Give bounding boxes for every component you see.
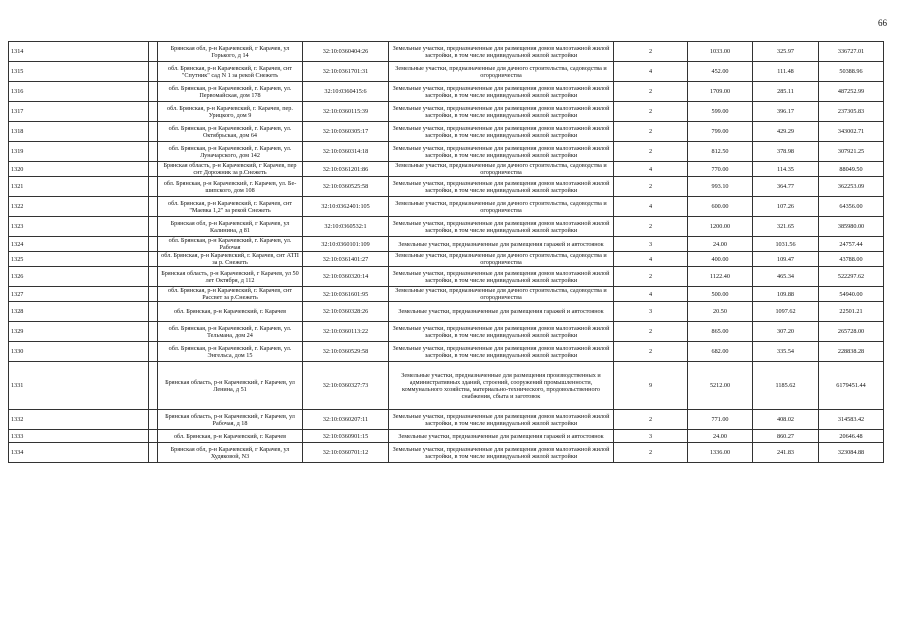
group-cell: 9 (614, 362, 688, 410)
group-cell: 2 (614, 267, 688, 287)
land-use-cell: Земельные участки, предназначенные для размещения домов малоэтажной жилой застройки, в том числе индивидуальной жилой застройки (389, 410, 614, 430)
table-row (9, 217, 884, 237)
spacer-cell (149, 430, 158, 443)
table-row (9, 42, 884, 62)
table-row (9, 162, 884, 177)
group-cell: 2 (614, 322, 688, 342)
record-number: 1323 (9, 217, 149, 237)
spacer-cell (149, 162, 158, 177)
land-use-cell: Земельные участки, предназначенные для размещения домов малоэтажной жилой застройки, в том числе индивидуальной жилой застройки (389, 443, 614, 463)
spacer-cell (149, 217, 158, 237)
record-number: 1326 (9, 267, 149, 287)
record-number: 1328 (9, 302, 149, 322)
cadastral-number-cell: 32:10:0360529:58 (303, 342, 389, 362)
cadastral-value-cell: 50388.96 (819, 62, 884, 82)
cadastral-number-cell: 32:10:0360305:17 (303, 122, 389, 142)
land-use-cell: Земельные участки, предназначенные для размещения домов малоэтажной жилой застройки, в том числе индивидуальной жилой застройки (389, 102, 614, 122)
table-row (9, 302, 884, 322)
table-row (9, 362, 884, 410)
address-cell: Брянская обл, р-н Карачевский, г Карачев, ул Горького, д 14 (158, 42, 303, 62)
cadastral-value-cell: 343002.71 (819, 122, 884, 142)
address-cell: обл. Брянская, р-н Карачевский, г. Карачев, ул. Тельмана, дом 24 (158, 322, 303, 342)
specific-value-cell: 1097.62 (753, 302, 819, 322)
record-number: 1334 (9, 443, 149, 463)
spacer-cell (149, 267, 158, 287)
area-cell: 452.00 (688, 62, 753, 82)
cadastral-number-cell: 32:10:0360113:22 (303, 322, 389, 342)
record-number: 1333 (9, 430, 149, 443)
spacer-cell (149, 122, 158, 142)
specific-value-cell: 378.98 (753, 142, 819, 162)
cadastral-number-cell: 32:10:0360701:12 (303, 443, 389, 463)
address-cell: обл. Брянская, р-н Карачевский, г. Карачев, ул. Рабочая (158, 237, 303, 252)
group-cell: 2 (614, 177, 688, 197)
address-cell: обл. Брянская, р-н Карачевский, г. Карачев (158, 302, 303, 322)
land-use-cell: Земельные участки, предназначенные для размещения гаражей и автостоянок (389, 302, 614, 322)
spacer-cell (149, 252, 158, 267)
record-number: 1319 (9, 142, 149, 162)
address-cell: обл. Брянская, р-н Карачевский, г. Карачев, снт АТП за р. Снежеть (158, 252, 303, 267)
cadastral-number-cell: 32:10:0361701:31 (303, 62, 389, 82)
land-use-cell: Земельные участки, предназначенные для размещения гаражей и автостоянок (389, 237, 614, 252)
area-cell: 1709.00 (688, 82, 753, 102)
spacer-cell (149, 197, 158, 217)
area-cell: 682.00 (688, 342, 753, 362)
cadastral-value-cell: 522297.62 (819, 267, 884, 287)
group-cell: 2 (614, 443, 688, 463)
specific-value-cell: 465.34 (753, 267, 819, 287)
record-number: 1327 (9, 287, 149, 302)
cadastral-value-cell: 228838.28 (819, 342, 884, 362)
area-cell: 600.00 (688, 197, 753, 217)
group-cell: 4 (614, 252, 688, 267)
table-row (9, 197, 884, 217)
address-cell: обл. Брянская, р-н Карачевский, г. Карачев, пер. Урицкого, дом 9 (158, 102, 303, 122)
area-cell: 865.00 (688, 322, 753, 342)
group-cell: 2 (614, 142, 688, 162)
record-number: 1325 (9, 252, 149, 267)
area-cell: 500.00 (688, 287, 753, 302)
land-use-cell: Земельные участки, предназначенные для размещения производственных и административных зданий, строений, сооружений промышленности, коммунального хозяйства, материально-технического, продовольственного снабжения, сбыта и заготовок (389, 362, 614, 410)
group-cell: 3 (614, 430, 688, 443)
spacer-cell (149, 82, 158, 102)
address-cell: Брянская область, р-н Карачевский, г Карачев, ул Рабочая, д 18 (158, 410, 303, 430)
table-row (9, 237, 884, 252)
group-cell: 4 (614, 287, 688, 302)
group-cell: 2 (614, 102, 688, 122)
area-cell: 770.00 (688, 162, 753, 177)
group-cell: 2 (614, 122, 688, 142)
specific-value-cell: 860.27 (753, 430, 819, 443)
address-cell: обл. Брянская, р-н Карачевский, г. Карачев, ул. Энгельса, дом 15 (158, 342, 303, 362)
cadastral-value-cell: 362253.09 (819, 177, 884, 197)
area-cell: 1033.00 (688, 42, 753, 62)
specific-value-cell: 325.97 (753, 42, 819, 62)
group-cell: 3 (614, 302, 688, 322)
specific-value-cell: 408.02 (753, 410, 819, 430)
specific-value-cell: 335.54 (753, 342, 819, 362)
cadastral-value-cell: 487252.99 (819, 82, 884, 102)
table-row (9, 62, 884, 82)
record-number: 1318 (9, 122, 149, 142)
cadastral-value-cell: 265728.00 (819, 322, 884, 342)
specific-value-cell: 109.47 (753, 252, 819, 267)
land-use-cell: Земельные участки, предназначенные для дачного строительства, садоводства и огородничества (389, 287, 614, 302)
cadastral-value-cell: 20646.48 (819, 430, 884, 443)
cadastral-number-cell: 32:10:0361201:86 (303, 162, 389, 177)
spacer-cell (149, 62, 158, 82)
table-row (9, 430, 884, 443)
group-cell: 2 (614, 82, 688, 102)
record-number: 1329 (9, 322, 149, 342)
record-number: 1315 (9, 62, 149, 82)
cadastral-number-cell: 32:10:0360327:73 (303, 362, 389, 410)
table-row (9, 322, 884, 342)
cadastral-value-cell: 64356.00 (819, 197, 884, 217)
specific-value-cell: 109.88 (753, 287, 819, 302)
spacer-cell (149, 237, 158, 252)
cadastral-number-cell: 32:10:0361601:95 (303, 287, 389, 302)
record-number: 1322 (9, 197, 149, 217)
land-use-cell: Земельные участки, предназначенные для размещения домов малоэтажной жилой застройки, в том числе индивидуальной жилой застройки (389, 342, 614, 362)
area-cell: 1336.00 (688, 443, 753, 463)
spacer-cell (149, 287, 158, 302)
record-number: 1320 (9, 162, 149, 177)
record-number: 1324 (9, 237, 149, 252)
table-row (9, 82, 884, 102)
cadastral-value-cell: 22501.21 (819, 302, 884, 322)
area-cell: 1200.00 (688, 217, 753, 237)
land-use-cell: Земельные участки, предназначенные для дачного строительства, садоводства и огородничества (389, 197, 614, 217)
specific-value-cell: 241.83 (753, 443, 819, 463)
land-use-cell: Земельные участки, предназначенные для размещения домов малоэтажной жилой застройки, в том числе индивидуальной жилой застройки (389, 322, 614, 342)
record-number: 1332 (9, 410, 149, 430)
address-cell: обл. Брянская, р-н Карачевский, г. Карачев (158, 430, 303, 443)
table-row (9, 142, 884, 162)
spacer-cell (149, 102, 158, 122)
land-use-cell: Земельные участки, предназначенные для размещения домов малоэтажной жилой застройки, в том числе индивидуальной жилой застройки (389, 42, 614, 62)
land-use-cell: Земельные участки, предназначенные для размещения домов малоэтажной жилой застройки, в том числе индивидуальной жилой застройки (389, 142, 614, 162)
cadastral-number-cell: 32:10:0361401:27 (303, 252, 389, 267)
cadastral-number-cell: 32:10:0360314:18 (303, 142, 389, 162)
record-number: 1316 (9, 82, 149, 102)
cadastral-number-cell: 32:10:0360207:11 (303, 410, 389, 430)
spacer-cell (149, 177, 158, 197)
group-cell: 2 (614, 342, 688, 362)
area-cell: 993.10 (688, 177, 753, 197)
table-row (9, 252, 884, 267)
cadastral-value-cell: 43788.00 (819, 252, 884, 267)
area-cell: 799.00 (688, 122, 753, 142)
address-cell: Брянская область, р-н Карачевский, г Карачев, ул Ленина, д 51 (158, 362, 303, 410)
specific-value-cell: 1185.62 (753, 362, 819, 410)
cadastral-number-cell: 32:10:0360115:39 (303, 102, 389, 122)
table-row (9, 102, 884, 122)
spacer-cell (149, 142, 158, 162)
specific-value-cell: 396.17 (753, 102, 819, 122)
land-use-cell: Земельные участки, предназначенные для дачного строительства, садоводства и огородничества (389, 62, 614, 82)
group-cell: 2 (614, 410, 688, 430)
specific-value-cell: 111.48 (753, 62, 819, 82)
land-use-cell: Земельные участки, предназначенные для размещения гаражей и автостоянок (389, 430, 614, 443)
cadastral-number-cell: 32:10:0360901:15 (303, 430, 389, 443)
cadastral-value-cell: 54940.00 (819, 287, 884, 302)
spacer-cell (149, 443, 158, 463)
record-number: 1317 (9, 102, 149, 122)
address-cell: обл. Брянская, р-н Карачевский, г. Карачев, ул. Октябрьская, дом 64 (158, 122, 303, 142)
group-cell: 4 (614, 62, 688, 82)
table-row (9, 410, 884, 430)
area-cell: 1122.40 (688, 267, 753, 287)
record-number: 1314 (9, 42, 149, 62)
specific-value-cell: 107.26 (753, 197, 819, 217)
land-use-cell: Земельные участки, предназначенные для размещения домов малоэтажной жилой застройки, в том числе индивидуальной жилой застройки (389, 82, 614, 102)
cadastral-number-cell: 32:10:0360320:14 (303, 267, 389, 287)
table-row (9, 177, 884, 197)
area-cell: 20.50 (688, 302, 753, 322)
cadastral-number-cell: 32:10:0360415:6 (303, 82, 389, 102)
specific-value-cell: 307.20 (753, 322, 819, 342)
specific-value-cell: 364.77 (753, 177, 819, 197)
specific-value-cell: 285.11 (753, 82, 819, 102)
cadastral-value-cell: 307921.25 (819, 142, 884, 162)
group-cell: 4 (614, 197, 688, 217)
address-cell: Брянская область, р-н Карачевский, г Карачев, ул 50 лет Октября, д 112 (158, 267, 303, 287)
cadastral-number-cell: 32:10:0360101:109 (303, 237, 389, 252)
land-use-cell: Земельные участки, предназначенные для дачного строительства, садоводства и огородничества (389, 162, 614, 177)
address-cell: Брянская область, р-н Карачевский, г Карачев, пер снт Дорожник за р.Снежеть (158, 162, 303, 177)
table-row (9, 443, 884, 463)
spacer-cell (149, 410, 158, 430)
group-cell: 4 (614, 162, 688, 177)
spacer-cell (149, 302, 158, 322)
address-cell: Брянская обл, р-н Карачевский, г Карачев, ул Худяковой, N3 (158, 443, 303, 463)
address-cell: обл. Брянская, р-н Карачевский, г. Карачев, снт Рассвет за р.Снежеть (158, 287, 303, 302)
table-body (9, 42, 884, 463)
address-cell: обл. Брянская, р-н Карачевский, г. Карачев, ул. Бе-шипского, дом 108 (158, 177, 303, 197)
land-use-cell: Земельные участки, предназначенные для дачного строительства, садоводства и огородничества (389, 252, 614, 267)
specific-value-cell: 114.35 (753, 162, 819, 177)
area-cell: 771.00 (688, 410, 753, 430)
table-row (9, 267, 884, 287)
group-cell: 3 (614, 237, 688, 252)
area-cell: 599.00 (688, 102, 753, 122)
cadastral-number-cell: 32:10:0360525:58 (303, 177, 389, 197)
cadastral-value-cell: 323084.88 (819, 443, 884, 463)
cadastral-number-cell: 32:10:0362401:105 (303, 197, 389, 217)
area-cell: 24.00 (688, 430, 753, 443)
address-cell: обл. Брянская, р-н Карачевский, г. Карачев, ул. Первомайская, дом 178 (158, 82, 303, 102)
cadastral-value-cell: 6179451.44 (819, 362, 884, 410)
address-cell: обл. Брянская, р-н Карачевский, г. Карачев, снт "Спутник" сад N 1 за рекой Снежеть (158, 62, 303, 82)
record-number: 1321 (9, 177, 149, 197)
specific-value-cell: 429.29 (753, 122, 819, 142)
cadastral-value-cell: 237305.83 (819, 102, 884, 122)
cadastral-number-cell: 32:10:0360404:26 (303, 42, 389, 62)
cadastral-value-cell: 88049.50 (819, 162, 884, 177)
land-use-cell: Земельные участки, предназначенные для размещения домов малоэтажной жилой застройки, в том числе индивидуальной жилой застройки (389, 177, 614, 197)
address-cell: обл. Брянская, р-н Карачевский, г. Карачев, ул. Луначарского, дом 142 (158, 142, 303, 162)
spacer-cell (149, 342, 158, 362)
record-number: 1330 (9, 342, 149, 362)
land-use-cell: Земельные участки, предназначенные для размещения домов малоэтажной жилой застройки, в том числе индивидуальной жилой застройки (389, 267, 614, 287)
address-cell: обл. Брянская, р-н Карачевский, г. Карачев, снт "Маевка 1,2" за рекой Снежеть (158, 197, 303, 217)
cadastral-value-cell: 314583.42 (819, 410, 884, 430)
table-row (9, 287, 884, 302)
cadastral-value-cell: 24757.44 (819, 237, 884, 252)
address-cell: Брянская обл, р-н Карачевский, г Карачев, ул Калинина, д 81 (158, 217, 303, 237)
cadastral-number-cell: 32:10:0360532:1 (303, 217, 389, 237)
group-cell: 2 (614, 42, 688, 62)
area-cell: 812.50 (688, 142, 753, 162)
area-cell: 24.00 (688, 237, 753, 252)
area-cell: 400.00 (688, 252, 753, 267)
land-use-cell: Земельные участки, предназначенные для размещения домов малоэтажной жилой застройки, в том числе индивидуальной жилой застройки (389, 122, 614, 142)
record-number: 1331 (9, 362, 149, 410)
specific-value-cell: 1031.56 (753, 237, 819, 252)
spacer-cell (149, 42, 158, 62)
specific-value-cell: 321.65 (753, 217, 819, 237)
table-row (9, 342, 884, 362)
cadastral-number-cell: 32:10:0360328:26 (303, 302, 389, 322)
page-number: 66 (878, 18, 887, 28)
cadastral-value-cell: 385980.00 (819, 217, 884, 237)
table-row (9, 122, 884, 142)
cadastral-value-cell: 336727.01 (819, 42, 884, 62)
group-cell: 2 (614, 217, 688, 237)
land-use-cell: Земельные участки, предназначенные для размещения домов малоэтажной жилой застройки, в том числе индивидуальной жилой застройки (389, 217, 614, 237)
spacer-cell (149, 362, 158, 410)
area-cell: 5212.00 (688, 362, 753, 410)
cadastral-value-table (8, 41, 884, 463)
spacer-cell (149, 322, 158, 342)
